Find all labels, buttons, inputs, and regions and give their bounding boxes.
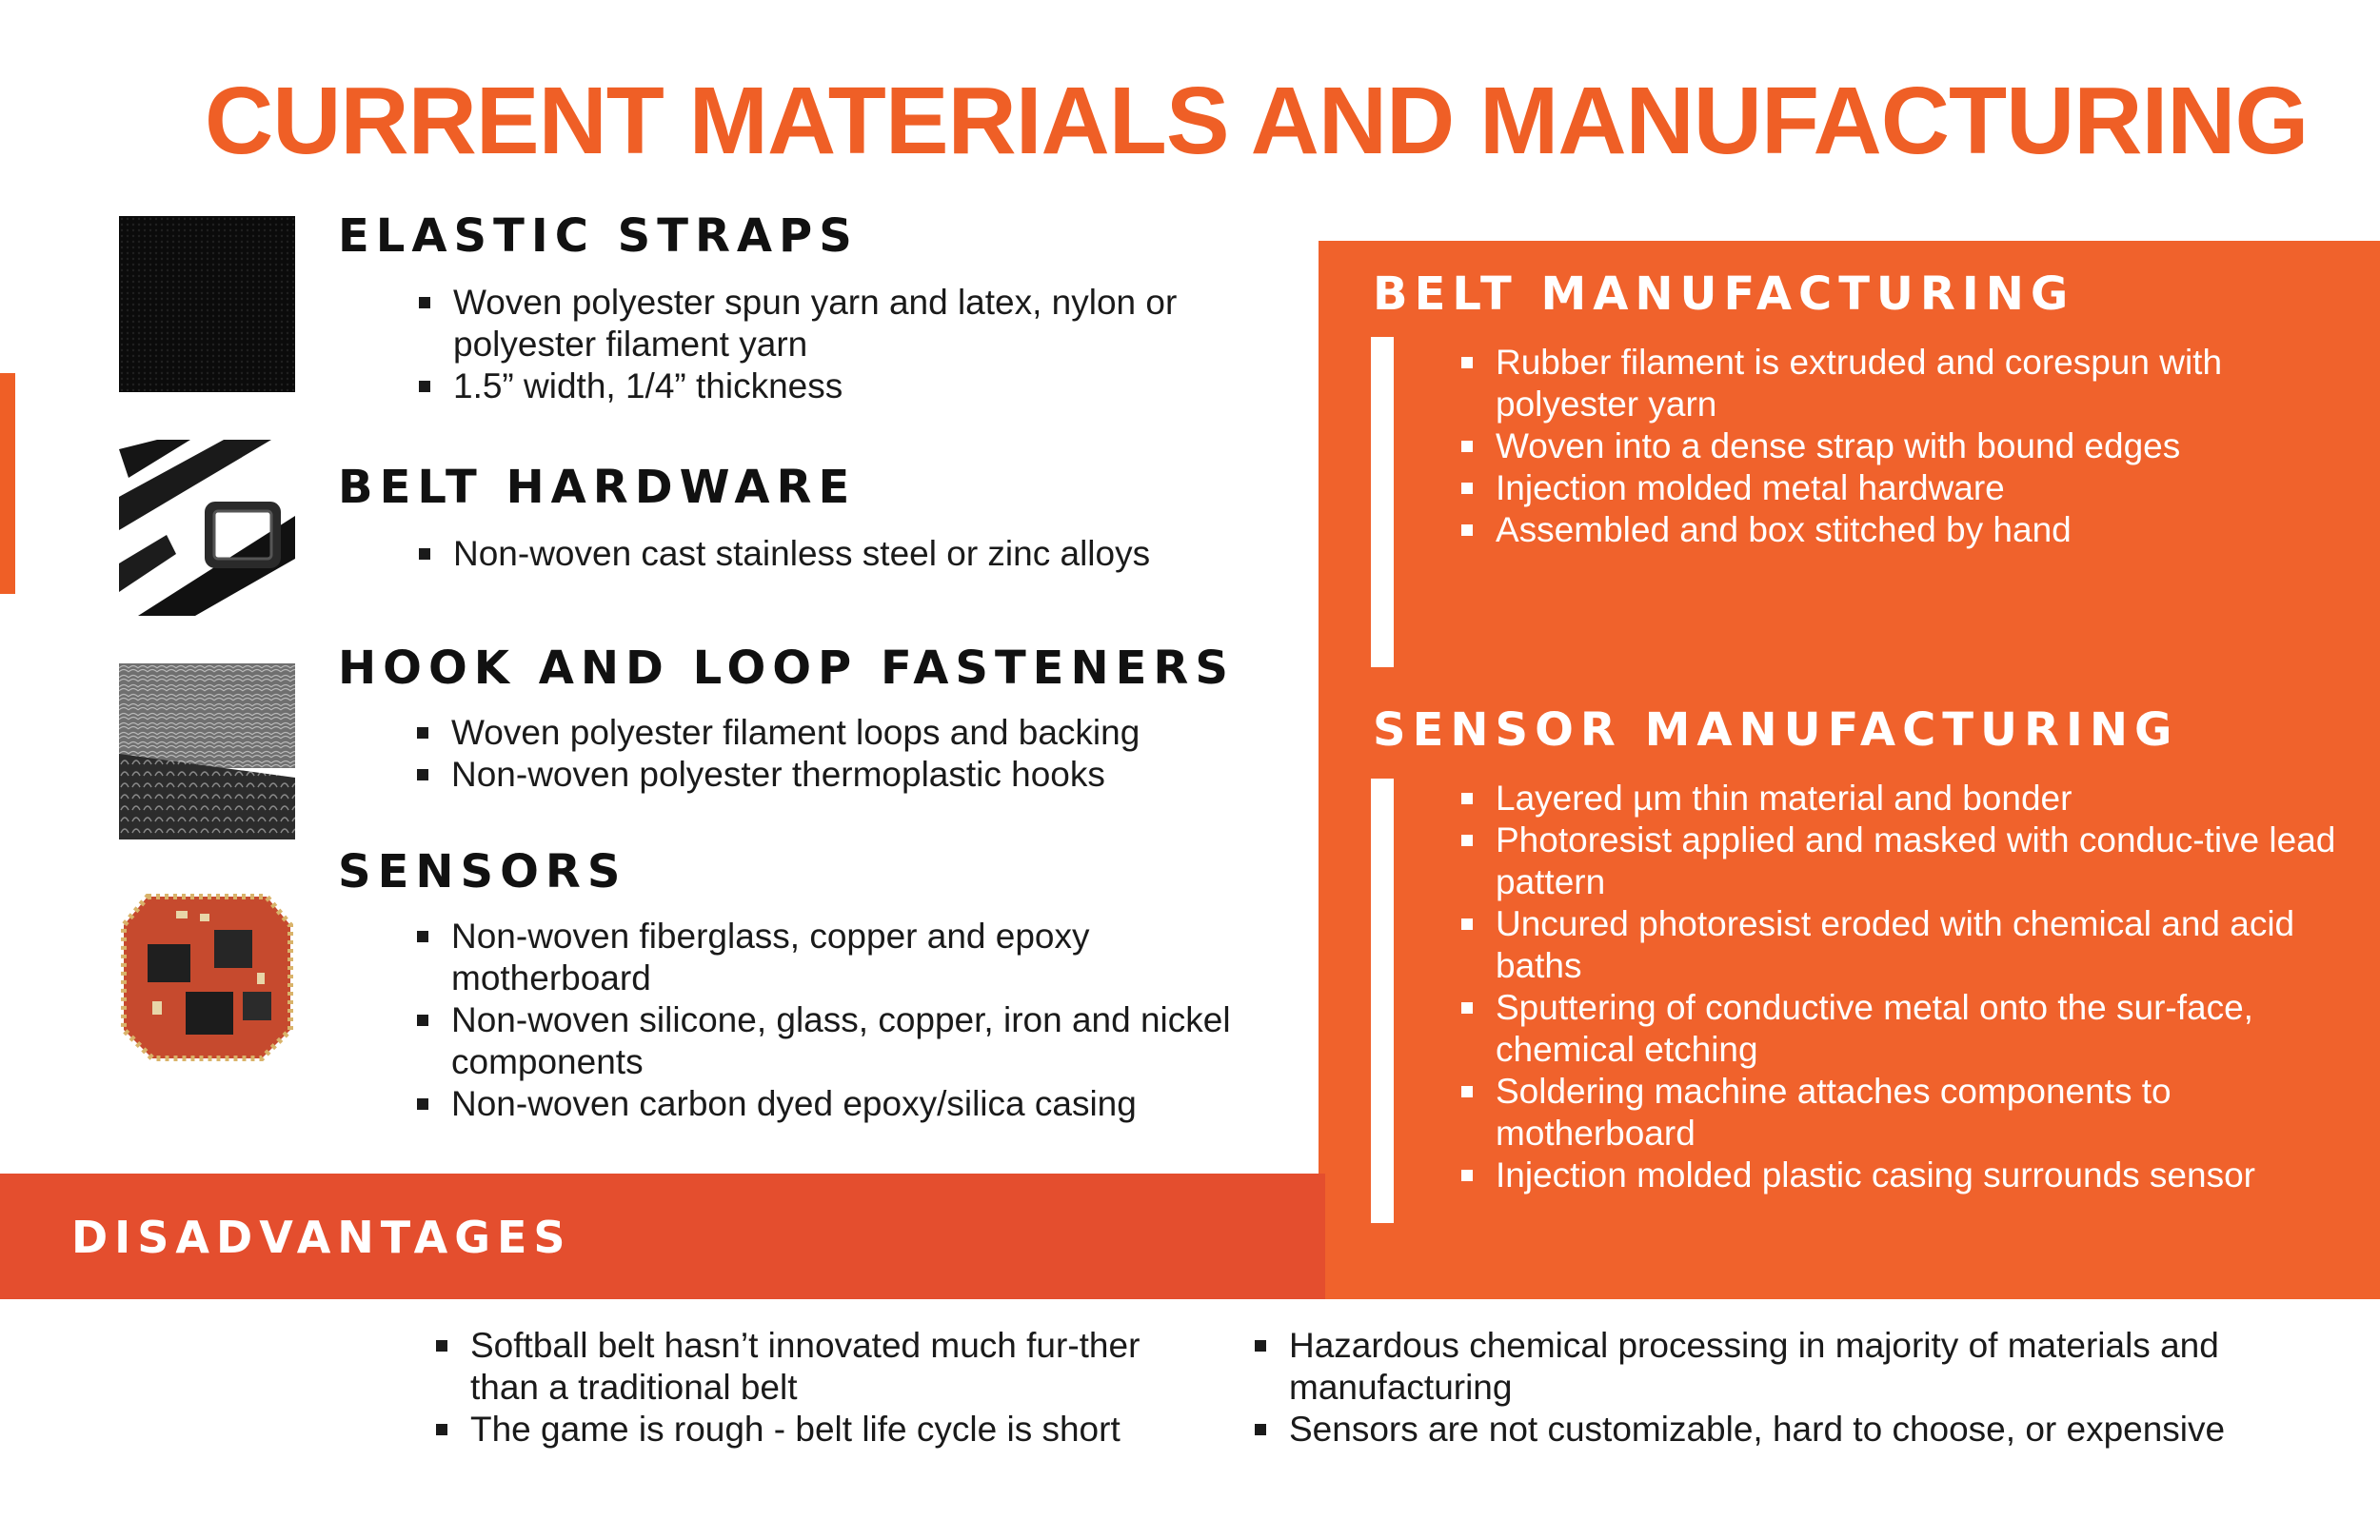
hook-and-loop-image — [119, 663, 295, 839]
list-item: Injection molded plastic casing surrounds sensor — [1461, 1155, 2347, 1196]
disadvantages-bar — [0, 1174, 1325, 1299]
list-item: Non-woven polyester thermoplastic hooks — [417, 754, 1274, 796]
list-item: Woven polyester filament loops and backing — [417, 712, 1274, 754]
elastic-straps-list — [419, 282, 1276, 407]
sensors-heading: SENSORS — [338, 845, 627, 898]
disadvantages-right-list — [1255, 1325, 2369, 1451]
manufacturing-panel — [1319, 241, 2380, 1299]
list-item: Uncured photoresist eroded with chemical and acid baths — [1461, 903, 2347, 987]
belt-buckle-image — [119, 440, 295, 616]
list-item: Injection molded metal hardware — [1461, 467, 2337, 509]
belt-manufacturing-heading: BELT MANUFACTURING — [1373, 267, 2075, 321]
belt-manufacturing-list — [1461, 342, 2337, 551]
circuit-board-image — [119, 887, 295, 1063]
list-item: Hazardous chemical processing in majority of materials and manufacturing — [1255, 1325, 2369, 1409]
list-item: Photoresist applied and masked with conduc-tive lead pattern — [1461, 819, 2347, 903]
disadvantages-left-list — [436, 1325, 1198, 1451]
list-item: Non-woven cast stainless steel or zinc alloys — [419, 533, 1276, 575]
list-item: Woven into a dense strap with bound edges — [1461, 425, 2337, 467]
elastic-straps-heading: ELASTIC STRAPS — [338, 209, 859, 263]
list-item: Sputtering of conductive metal onto the sur-face, chemical etching — [1461, 987, 2347, 1071]
list-item: Woven polyester spun yarn and latex, nylon or polyester filament yarn — [419, 282, 1276, 365]
hook-and-loop-heading: HOOK AND LOOP FASTENERS — [338, 642, 1235, 695]
list-item: Non-woven silicone, glass, copper, iron and nickel components — [417, 999, 1255, 1083]
hook-and-loop-list — [417, 712, 1274, 796]
list-item: Non-woven fiberglass, copper and epoxy motherboard — [417, 916, 1255, 999]
sensor-manufacturing-heading: SENSOR MANUFACTURING — [1373, 703, 2179, 757]
list-item: 1.5” width, 1/4” thickness — [419, 365, 1276, 407]
sensor-manufacturing-list — [1461, 778, 2347, 1196]
belt-hardware-list — [419, 533, 1276, 575]
list-item: Layered µm thin material and bonder — [1461, 778, 2347, 819]
belt-hardware-heading: BELT HARDWARE — [338, 461, 857, 514]
list-item: Sensors are not customizable, hard to choose, or expensive — [1255, 1409, 2369, 1451]
list-item: Non-woven carbon dyed epoxy/silica casing — [417, 1083, 1255, 1125]
left-accent-bar — [0, 373, 15, 594]
belt-manufacturing-divider — [1371, 337, 1394, 667]
black-elastic-strap-image — [119, 216, 295, 392]
list-item: Softball belt hasn’t innovated much fur-ther than a traditional belt — [436, 1325, 1198, 1409]
list-item: The game is rough - belt life cycle is short — [436, 1409, 1198, 1451]
sensor-manufacturing-divider — [1371, 779, 1394, 1223]
sensors-list — [417, 916, 1255, 1125]
page-title: CURRENT MATERIALS AND MANUFACTURING — [205, 68, 2309, 174]
disadvantages-heading: DISADVANTAGES — [71, 1212, 572, 1263]
list-item: Rubber filament is extruded and corespun with polyester yarn — [1461, 342, 2337, 425]
list-item: Assembled and box stitched by hand — [1461, 509, 2337, 551]
list-item: Soldering machine attaches components to motherboard — [1461, 1071, 2347, 1155]
